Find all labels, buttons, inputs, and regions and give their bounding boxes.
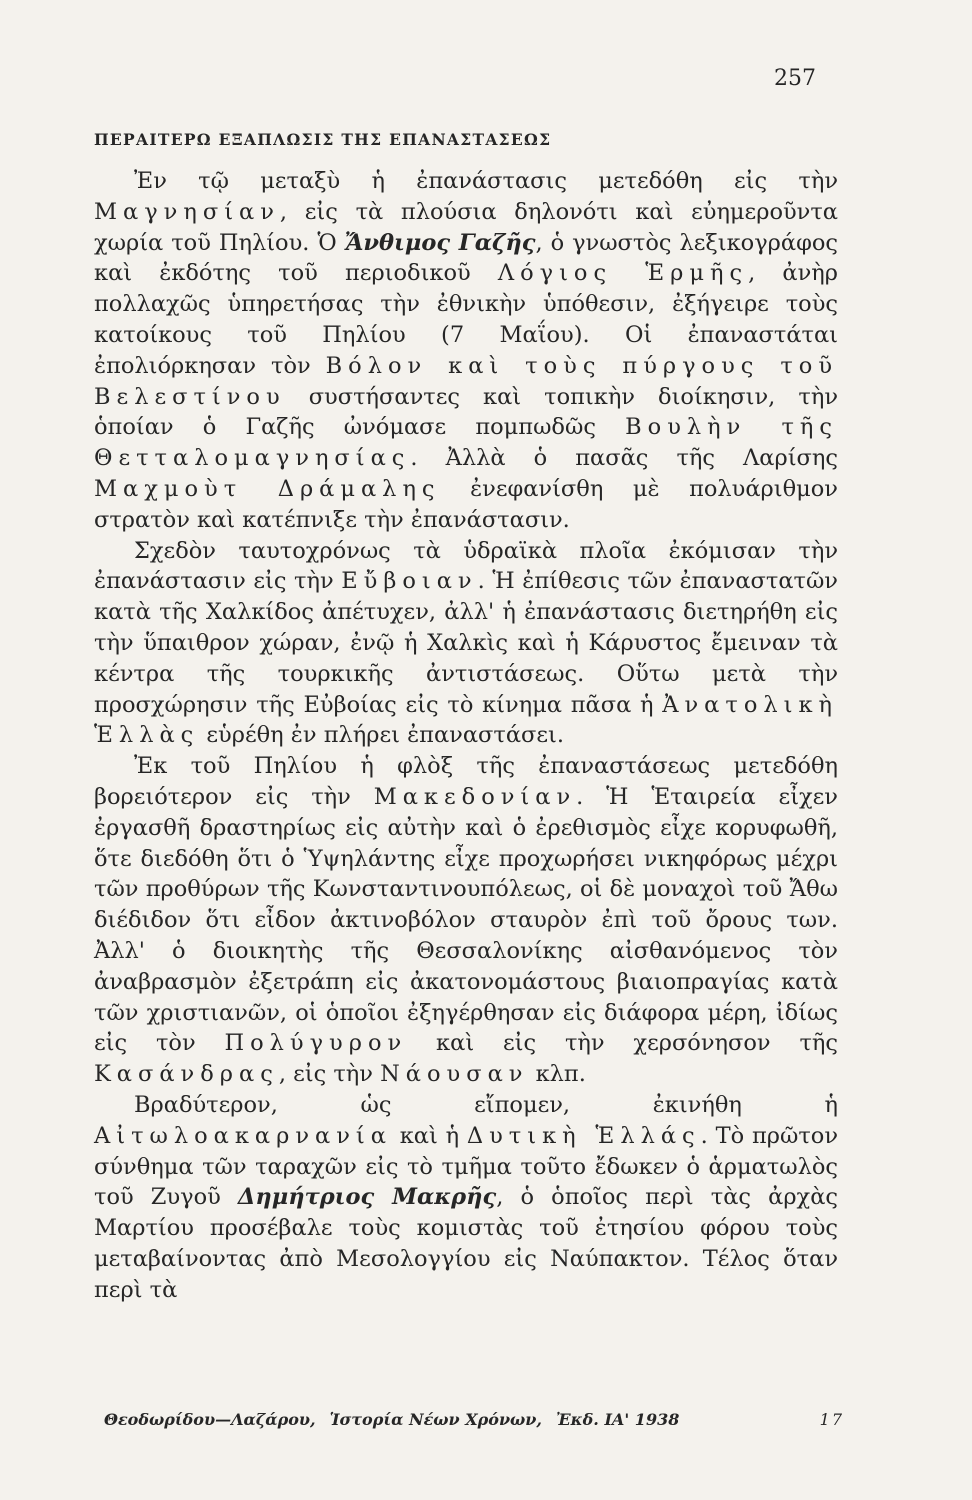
spaced-emphasis: Λόγιος Ἑρμῆς (497, 260, 749, 287)
footer-book-title: Ἱστορία Νέων Χρόνων, (329, 1410, 542, 1429)
text-run: . Τὸ πρῶτον σύνθημα τῶν ταραχῶν εἰς τὸ τμῆμα τοῦτο ἔδωκεν ὁ ἁρματωλὸς τοῦ Ζυγοῦ (94, 1122, 839, 1211)
text-run: συστήσαντες καὶ τοπικὴν διοίκησιν, τὴν ὁποίαν ὁ Γαζῆς ὠνόμασε πομπωδῶς (94, 383, 838, 441)
text-run: Ἐν τῷ μεταξὺ ἡ ἐπανάστασις μετεδόθη εἰς τὴν (134, 168, 838, 194)
spaced-emphasis: Μακεδονίαν (373, 783, 577, 810)
text-run: , ὁ γνωστὸς λεξικογράφος καὶ ἐκδότης τοῦ περιοδικοῦ (94, 229, 839, 287)
page-number: 257 (774, 66, 816, 91)
spaced-emphasis: Βόλον καὶ τοὺς πύργους τοῦ Βελεστίνου (94, 352, 838, 410)
spaced-emphasis: Εὔβοιαν (341, 568, 478, 595)
body-text (94, 166, 838, 1305)
spaced-emphasis: Νάουσαν (380, 1061, 529, 1088)
text-run: ἐνεφανίσθη μὲ πολυάριθμον στρατὸν καὶ κατέπνιξε τὴν ἐπανάστασιν. (94, 475, 838, 533)
footer-edition: Ἐκδ. ΙΑ' 1938 (555, 1410, 680, 1429)
spaced-emphasis: Μαγνησίαν (94, 198, 280, 225)
footer (104, 1410, 844, 1429)
paragraph (94, 751, 838, 1090)
paragraph (94, 1090, 838, 1306)
spaced-emphasis: Ἀνατολικὴ Ἑλλὰς (94, 691, 838, 749)
text-run: , εἰς τὰ πλούσια δηλονότι καὶ εὐημεροῦντα χωρία τοῦ Πηλίου. Ὁ (94, 198, 838, 256)
spaced-emphasis: Δυτικὴ Ἑλλάς (466, 1122, 701, 1149)
text-run: Ἐκ τοῦ Πηλίου ἡ φλὸξ τῆς ἐπαναστάσεως μετεδόθη βορειότερον εἰς τὴν (94, 753, 838, 810)
text-run: καὶ εἰς τὴν χερσόνησον τῆς (407, 1030, 838, 1057)
spaced-emphasis: Αἰτωλοακαρνανία (94, 1122, 392, 1149)
spaced-emphasis: Μαχμοὺτ Δράμαλης (94, 475, 441, 502)
text-run: Σχεδὸν ταυτοχρόνως τὰ ὑδραϊκὰ πλοῖα ἐκόμισαν τὴν ἐπανάστασιν εἰς τὴν (94, 537, 838, 595)
footer-signature: 17 (819, 1410, 844, 1429)
text-run: . Ἀλλὰ ὁ πασᾶς τῆς Λαρίσης (410, 445, 838, 472)
spaced-emphasis: Κασάνδρας (94, 1061, 279, 1088)
spaced-emphasis: Πολύγυρον (224, 1030, 408, 1057)
text-run: Βραδύτερον, ὡς εἴπομεν, ἐκινήθη ἡ (134, 1091, 838, 1118)
spaced-emphasis: Βουλὴν τῆς Θετταλομαγνησίας (94, 414, 838, 472)
person-name: Ἄνθιμος Γαζῆς (344, 229, 536, 256)
text-run: , εἰς τὴν (278, 1061, 381, 1088)
text-run: κλπ. (528, 1061, 586, 1088)
person-name: Δημήτριος Μακρῆς (237, 1184, 497, 1211)
paragraph (94, 166, 838, 536)
text-run: , ὁ ὁποῖος περὶ τὰς ἀρχὰς Μαρτίου προσέβαλε τοὺς κομιστὰς τοῦ ἐτησίου φόρου τοὺς μεταβαίνοντας ἀπὸ Μεσολογγίου εἰς Ναύπακτον. Τέλος ὅταν περὶ τὰ (94, 1184, 838, 1303)
text-run: εὑρέθη ἐν πλήρει ἐπαναστάσει. (199, 722, 565, 749)
text-run: . Ἡ ἐπίθεσις τῶν ἐπαναστατῶν κατὰ τῆς Χαλκίδος ἀπέτυχεν, ἀλλ' ἡ ἐπανάστασις διετηρήθη εἰς τὴν ὕπαιθρον χώραν, ἐνῷ ἡ Χαλκὶς καὶ ἡ Κάρυστος ἔμειναν τὰ κέντρα τῆς τουρκικῆς ἀντιστάσεως. Οὕτω μετὰ τὴν προσχώρησιν τῆς Εὐβοίας εἰς τὸ κίνημα πᾶσα ἡ (94, 568, 838, 718)
text-run: . Ἡ Ἑταιρεία εἶχεν ἐργασθῆ δραστηρίως εἰς αὐτὴν καὶ ὁ ἐρεθισμὸς εἶχε κορυφωθῆ, ὅτε διεδόθη ὅτι ὁ Ὑψηλάντης εἶχε προχωρήσει νικηφόρως μέχρι τῶν προθύρων τῆς Κωνσταντινουπόλεως, οἱ δὲ μοναχοὶ τοῦ Ἄθω διέδιδον ὅτι εἶδον ἀκτινοβόλον σταυρὸν ἐπὶ τοῦ ὄρους των. Ἀλλ' ὁ διοικητὴς τῆς Θεσσαλονίκης αἰσθανόμενος τὸν ἀναβρασμὸν ἐξετράπη εἰς ἀκατονομάστους βιαιοπραγίας κατὰ τῶν χριστιανῶν, οἱ ὁποῖοι ἐξηγέρθησαν εἰς διάφορα μέρη, ἰδίως εἰς τὸν (94, 783, 838, 1057)
running-head: ΠΕΡΑΙΤΕΡΩ ΕΞΑΠΛΩΣΙΣ ΤΗΣ ΕΠΑΝΑΣΤΑΣΕΩΣ (94, 130, 552, 149)
paragraph (94, 536, 838, 752)
text-run: , ἀνὴρ πολλαχῶς ὑπηρετήσας τὴν ἐθνικὴν ὑπόθεσιν, ἐξήγειρε τοὺς κατοίκους τοῦ Πηλίου (7 Μαΐου). Οἱ ἐπαναστάται ἐπολιόρκησαν τὸν (94, 260, 839, 379)
text-run: καὶ ἡ (391, 1122, 467, 1149)
footer-authors: Θεοδωρίδου—Λαζάρου, (104, 1410, 316, 1429)
